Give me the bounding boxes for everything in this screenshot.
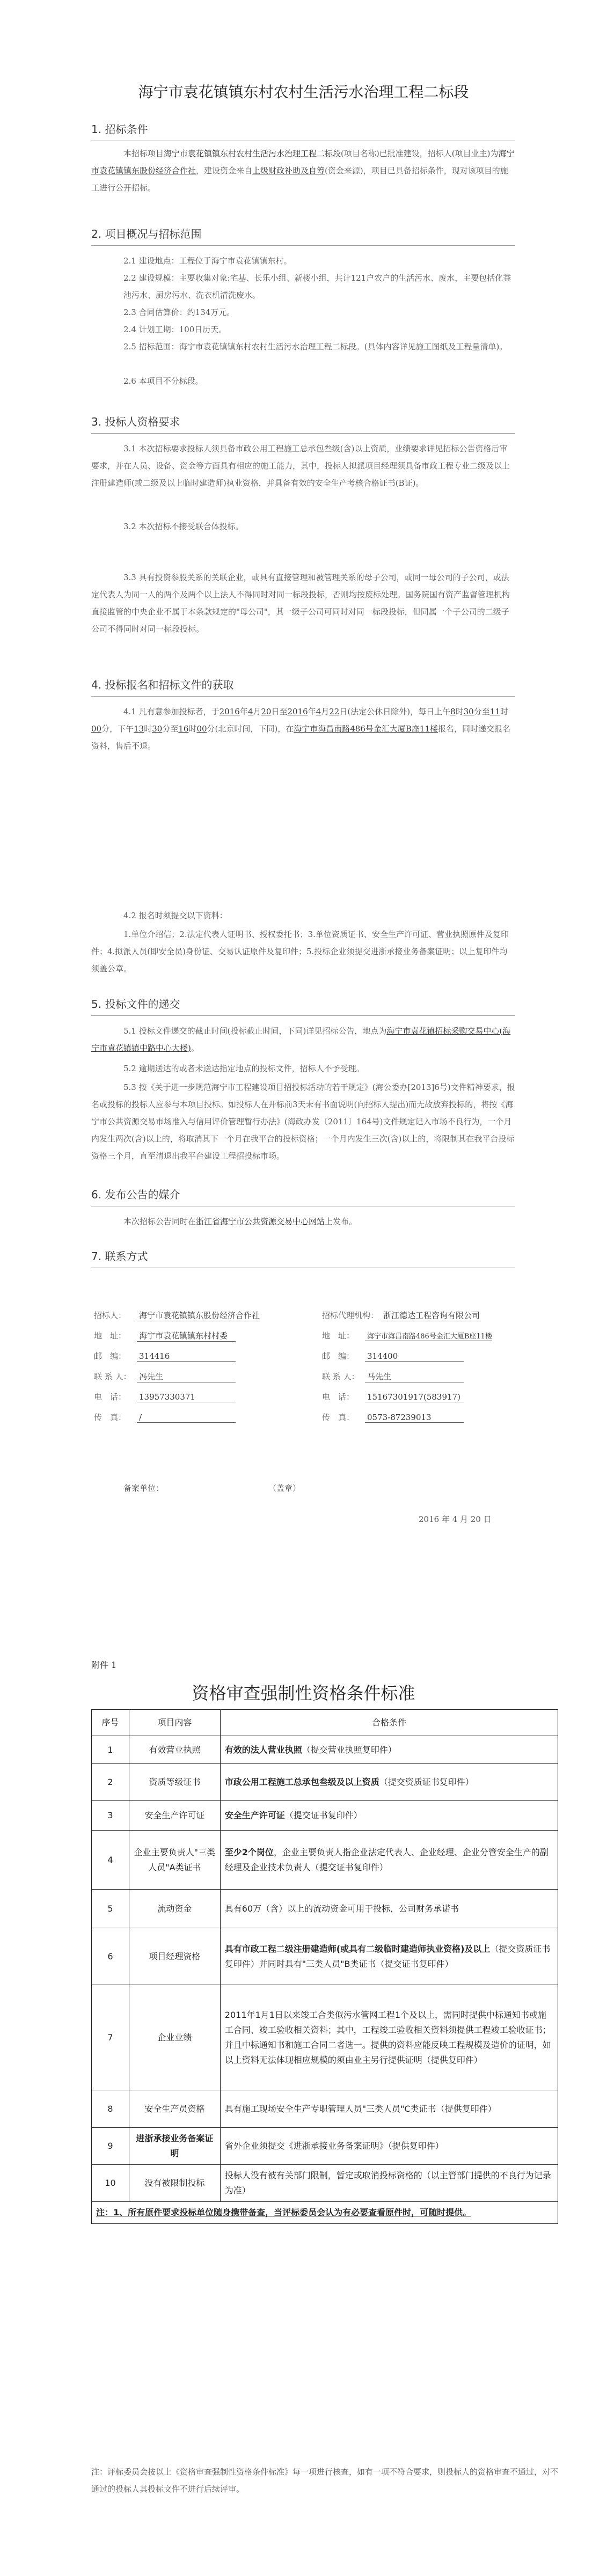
announcement-date: 2016 年 4 月 20 日 bbox=[419, 1514, 492, 1524]
contact-row: 电 话： 15167301917(583917) bbox=[322, 1391, 558, 1410]
contact-row: 地 址： 海宁市袁花镇镇东村村委 bbox=[94, 1330, 319, 1349]
table-row bbox=[92, 1890, 558, 1928]
row-condition: 安全生产许可证（提交证书复印件） bbox=[220, 1801, 558, 1831]
row-item: 企业业绩 bbox=[129, 1985, 220, 2090]
row-item: 资质等级证书 bbox=[129, 1764, 220, 1801]
section-4-heading: 4. 投标报名和招标文件的获取 bbox=[91, 678, 234, 691]
row-item: 安全生产许可证 bbox=[129, 1801, 220, 1831]
divider bbox=[91, 696, 515, 697]
row-number: 4 bbox=[92, 1831, 129, 1890]
section-5-p2: 5.2 逾期送达的或者未送达指定地点的投标文件，招标人不予受理。 bbox=[123, 1064, 364, 1073]
tenderer-contact bbox=[94, 1309, 319, 1433]
section-7-heading: 7. 联系方式 bbox=[91, 1250, 148, 1263]
divider bbox=[91, 1015, 515, 1016]
section-2-item: 2.4 计划工期：100日历天。 bbox=[123, 325, 227, 334]
contact-row: 招标人： 海宁市袁花镇镇东股份经济合作社 bbox=[94, 1311, 260, 1320]
agent-contact bbox=[322, 1309, 558, 1433]
contact-row: 地 址： 海宁市海昌南路486号金汇大厦B座11楼 bbox=[322, 1331, 492, 1341]
row-number: 6 bbox=[92, 1928, 129, 1985]
column-header: 序号 bbox=[92, 1710, 129, 1736]
row-item: 安全生产员资格 bbox=[129, 2090, 220, 2128]
table-row bbox=[92, 1764, 558, 1801]
table-row bbox=[92, 2128, 558, 2165]
row-number: 9 bbox=[92, 2128, 129, 2165]
row-condition: 省外企业须提交《进浙承接业务备案证明》（提供复印件） bbox=[220, 2128, 558, 2165]
column-header: 合格条件 bbox=[220, 1710, 558, 1736]
section-5-p1: 5.1 投标文件递交的截止时间(投标截止时间，下同)详见招标公告，地点为海宁市袁花镇招标采购交易中心(海宁市袁花镇镇中路中心大楼)。 bbox=[91, 1026, 511, 1053]
table-note-row bbox=[92, 2202, 558, 2224]
row-item: 项目经理资格 bbox=[129, 1928, 220, 1985]
section-2-item: 2.1 建设地点：工程位于海宁市袁花镇镇东村。 bbox=[123, 256, 292, 266]
section-1-heading: 1. 招标条件 bbox=[91, 123, 148, 136]
section-5-heading: 5. 投标文件的递交 bbox=[91, 998, 180, 1011]
row-number: 1 bbox=[92, 1736, 129, 1764]
table-row bbox=[92, 2165, 558, 2202]
section-4-p3: 1.单位介绍信；2.法定代表人证明书、授权委托书；3.单位资质证书、安全生产许可证、营业执照原件及复印件；4.拟派人员(即安全员)身份证、交易认证原件及复印件；5.投标企业须提交进浙承接业务备案证明；以上复印件均须盖公章。 bbox=[91, 930, 509, 974]
row-condition: 至少2个岗位，企业主要负责人指企业法定代表人、企业经理、企业分管安全生产的副经理及企业技术负责人（提交证书复印件） bbox=[220, 1831, 558, 1890]
contact-row: 电 话： 13957330371 bbox=[94, 1391, 319, 1410]
annex-title: 资格审查强制性资格条件标准 bbox=[192, 1683, 415, 1703]
row-item: 流动资金 bbox=[129, 1890, 220, 1928]
row-condition: 具有市政工程二级注册建造师(或具有二级临时建造师执业资格)及以上（提交资质证书复印件）并同时具有"三类人员"B类证书（提交证书复印件） bbox=[220, 1928, 558, 1985]
table-note: 注：1、所有原件要求投标单位随身携带备查，当评标委员会认为有必要查看原件时，可随时提供。 bbox=[92, 2202, 558, 2224]
contact-row: 招标代理机构： 浙江德达工程咨询有限公司 bbox=[322, 1311, 480, 1320]
section-3-p1: 3.1 本次招标要求投标人须具备市政公用工程施工总承包叁级(含)以上资质，业绩要求详见招标公告资格后审要求，并在人员、设备、资金等方面具有相应的施工能力，其中，投标人拟派项目经理须具备市政工程专业二级及以上注册建造师(或二级及以上临时建造师)执业资格，并具备有效的安全生产考核合格证书(B证)。 bbox=[91, 444, 510, 488]
table-row bbox=[92, 1985, 558, 2090]
row-condition: 有效的法人营业执照（提交营业执照复印件） bbox=[220, 1736, 558, 1764]
row-item: 没有被限制投标 bbox=[129, 2165, 220, 2202]
qualification-table bbox=[91, 1709, 558, 2224]
section-6-paragraph: 本次招标公告同时在浙江省海宁市公共资源交易中心网站上发布。 bbox=[123, 1217, 357, 1226]
section-3-p3: 3.3 具有投资参股关系的关联企业，或具有直接管理和被管理关系的母子公司，或同一母公司的子公司，或法定代表人为同一人的两个及两个以上法人不得同时对同一标段投标，否则均按废标处理。国务院国有资产监督管理机构直接监管的中央企业不属于本条款规定的"母公司"，其一级子公司可同时对同一标段投标，但同属一个子公司的二级子公司不得同时对同一标段投标。 bbox=[91, 573, 510, 634]
row-item: 企业主要负责人"三类人员"A类证书 bbox=[129, 1831, 220, 1890]
table-row bbox=[92, 1736, 558, 1764]
section-2-item: 2.2 建设规模：主要收集对象:宅基、长乐小组、新楼小组，共计121户农户的生活污水、废水，主要包括化粪池污水、厨房污水、洗衣机清洗废水。 bbox=[123, 273, 511, 300]
annex-label: 附件 1 bbox=[91, 1660, 117, 1670]
table-row bbox=[92, 2090, 558, 2128]
row-number: 5 bbox=[92, 1890, 129, 1928]
section-2-item: 2.3 合同估算价：约134万元。 bbox=[123, 308, 235, 317]
divider bbox=[91, 245, 515, 246]
row-condition: 投标人没有被有关部门限制，暂定或取消投标资格的（以主管部门提供的不良行为记录为准） bbox=[220, 2165, 558, 2202]
contact-row: 邮 编： 314416 bbox=[94, 1350, 319, 1370]
row-number: 10 bbox=[92, 2165, 129, 2202]
section-4-p2: 4.2 报名时须提交以下资料： bbox=[123, 911, 228, 920]
filing-unit-label: 备案单位： bbox=[123, 1483, 164, 1493]
contact-row: 传 真： / bbox=[94, 1411, 319, 1431]
row-number: 8 bbox=[92, 2090, 129, 2128]
row-condition: 具有60万（含）以上的流动资金可用于投标，公司财务承诺书 bbox=[220, 1890, 558, 1928]
row-item: 进浙承接业务备案证明 bbox=[129, 2128, 220, 2165]
row-condition: 市政公用工程施工总承包叁级及以上资质（提交资质证书复印件） bbox=[220, 1764, 558, 1801]
section-1-paragraph: 本招标项目海宁市袁花镇镇东村农村生活污水治理工程二标段(项目名称)已批准建设，招标人(项目业主)为海宁市袁花镇镇东股份经济合作社，建设资金来自上级财政补助及自筹(资金来源)，项目已具备招标条件，现对该项目的施工进行公开招标。 bbox=[91, 149, 515, 193]
section-2-item: 2.5 招标范围：海宁市袁花镇镇东村农村生活污水治理工程二标段。(具体内容详见施工图纸及工程量清单)。 bbox=[123, 342, 508, 352]
contact-row: 联 系 人： 马先生 bbox=[322, 1371, 558, 1390]
section-3-p2: 3.2 本次招标不接受联合体投标。 bbox=[123, 522, 244, 531]
section-2-heading: 2. 项目概况与招标范围 bbox=[91, 228, 202, 240]
document-title: 海宁市袁花镇镇东村农村生活污水治理工程二标段 bbox=[138, 83, 469, 101]
table-row bbox=[92, 1831, 558, 1890]
contact-row: 邮 编： 314400 bbox=[322, 1350, 558, 1370]
contact-row: 联 系 人： 冯先生 bbox=[94, 1371, 319, 1390]
table-row bbox=[92, 1928, 558, 1985]
seal-label: （盖章） bbox=[268, 1483, 301, 1493]
section-4-p1: 4.1 凡有意参加投标者，于2016年4月20日至2016年4月22日(法定公休日除外)，每日上午8时30分至11时00分，下午13时30分至16时00分(北京时间，下同)，在海宁市海昌南路486号金汇大厦B座11楼报名，同时递交报名资料，售后不退。 bbox=[91, 707, 511, 751]
section-2-item: 2.6 本项目不分标段。 bbox=[123, 376, 203, 386]
section-6-heading: 6. 发布公告的媒介 bbox=[91, 1188, 180, 1201]
row-condition: 2011年1月1日以来竣工合类似污水管网工程1个及以上，需同时提供中标通知书或施工合同、竣工验收相关资料；其中，工程竣工验收相关资料须提供工程竣工验收证书；并且中标通知书和施工合同二者选一。提供的资料应能反映工程规模及造价的证明，如以上资料无法体现相应规模的须由业主另行提供证明（提供复印件） bbox=[220, 1985, 558, 2090]
column-header: 项目内容 bbox=[129, 1710, 220, 1736]
footer-note: 注：评标委员会按以上《资格审查强制性资格条件标准》每一项进行核查，如有一项不符合要求，则投标人的资格审查不通过，对不通过的投标人其投标文件不进行后续评审。 bbox=[91, 2467, 559, 2494]
divider bbox=[91, 433, 515, 434]
row-number: 3 bbox=[92, 1801, 129, 1831]
table-header-row bbox=[92, 1710, 558, 1736]
section-3-heading: 3. 投标人资格要求 bbox=[91, 415, 180, 428]
section-5-p3: 5.3 按《关于进一步规范海宁市工程建设项目招投标活动的若干规定》(海公委办[2013]6号)文件精神要求，报名或投标的投标人应参与本项目投标。如投标人在开标前3天未有书面说明(向招标人提出)而无故放弃投标的，将按《海宁市公共资源交易市场准入与信用评价管理暂行办法》(海政办发〔2011〕164号)文件规定记入市场不良行为，一个月内发生两次(含)以上的，将取消其下一个月在我平台的投标资格；一个月内发生三次(含)以上的，将限制其在我平台投标资格三个月，直至清退出我平台建设工程招投标市场。 bbox=[91, 1082, 515, 1161]
row-condition: 具有施工现场安全生产专职管理人员"三类人员"C类证书（提供复印件） bbox=[220, 2090, 558, 2128]
row-item: 有效营业执照 bbox=[129, 1736, 220, 1764]
table-row bbox=[92, 1801, 558, 1831]
row-number: 7 bbox=[92, 1985, 129, 2090]
contact-row: 传 真： 0573-87239013 bbox=[322, 1411, 558, 1431]
row-number: 2 bbox=[92, 1764, 129, 1801]
